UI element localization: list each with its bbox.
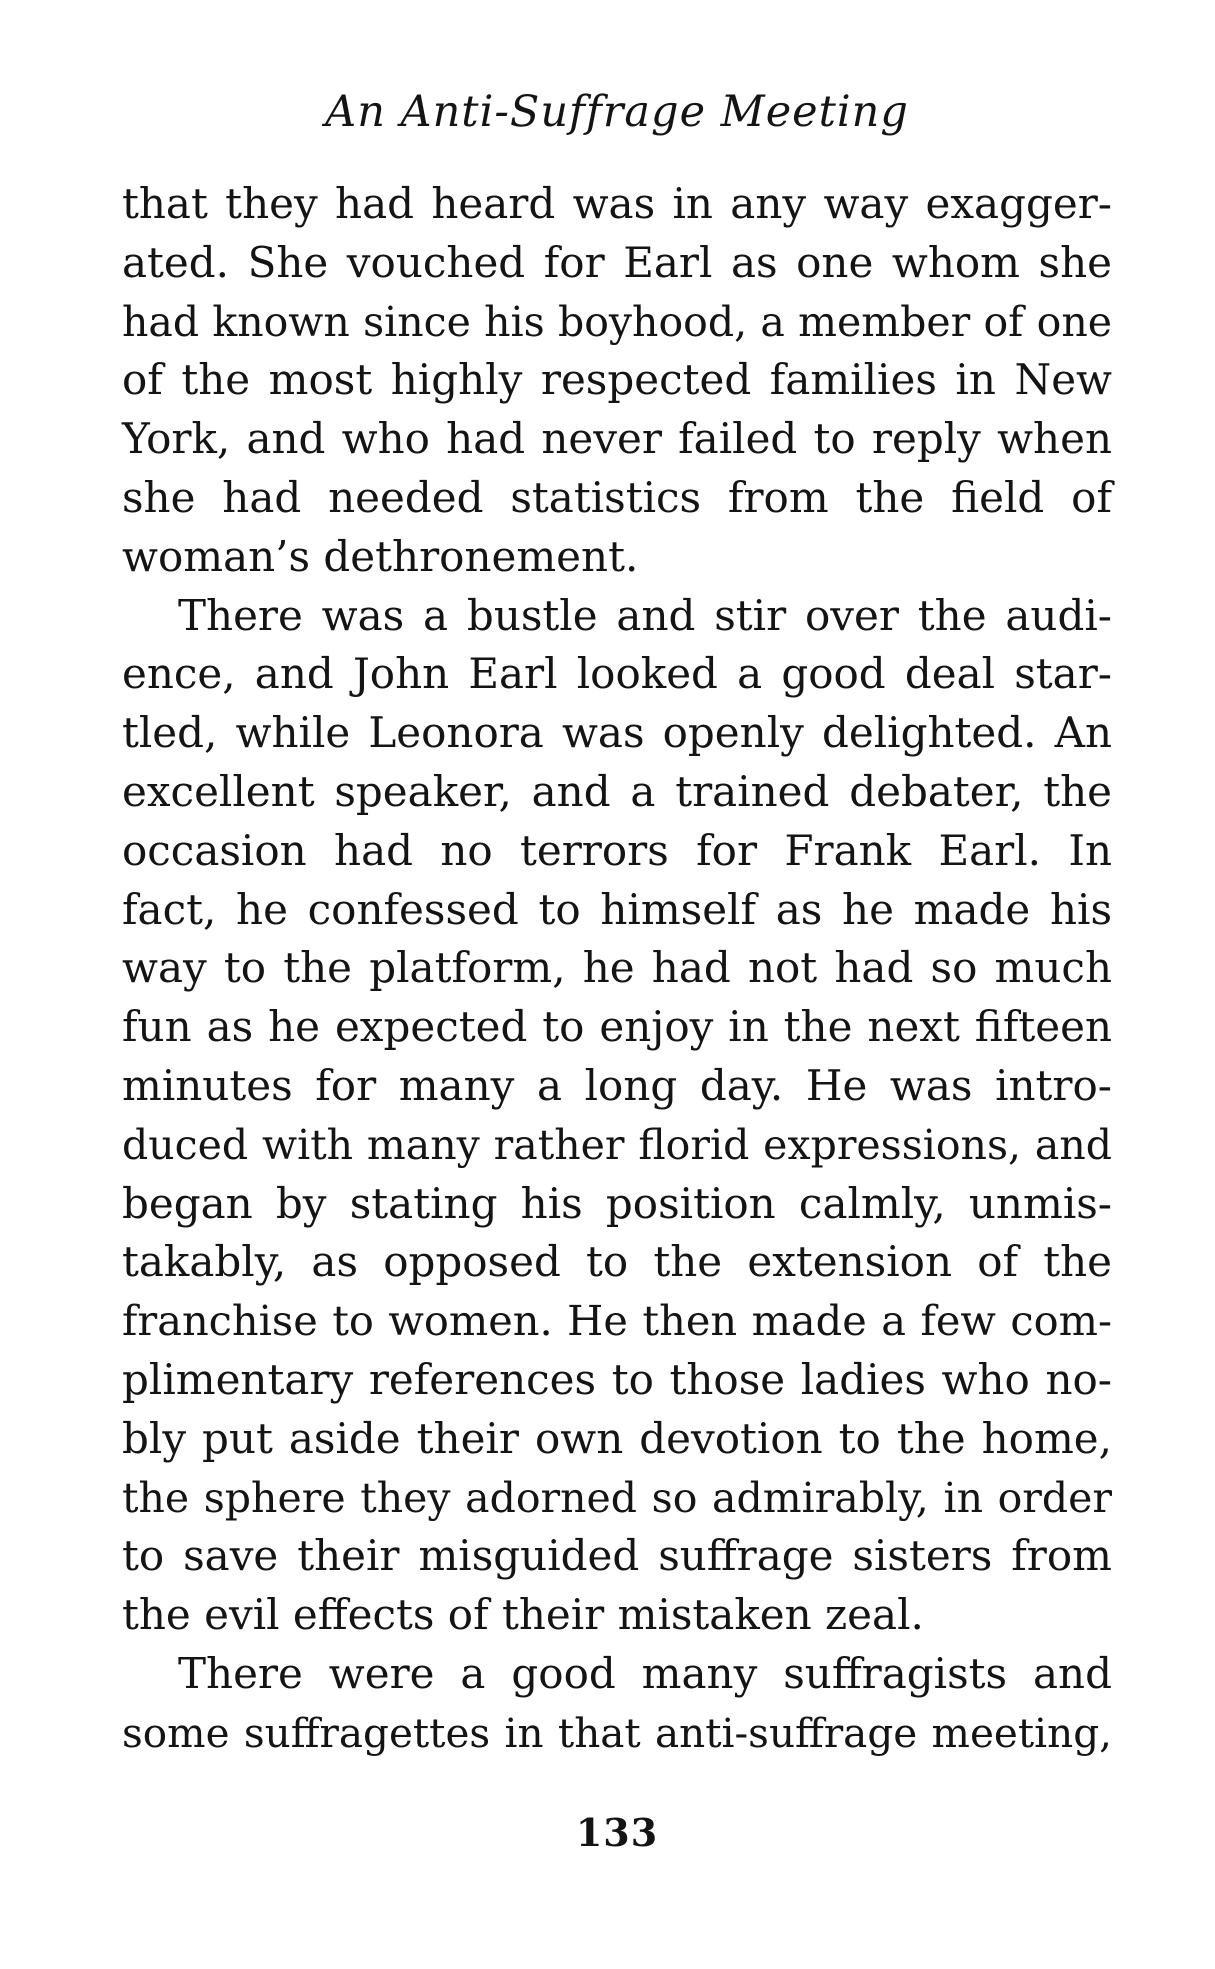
- text-line: duced with many rather florid expressions, and: [122, 1120, 1112, 1169]
- text-line: the evil effects of their mistaken zeal.: [122, 1590, 924, 1640]
- text-line: the sphere they adorned so admirably, in order: [122, 1473, 1112, 1522]
- text-line: had known since his boyhood, a member of one: [122, 297, 1112, 346]
- text-line: began by stating his position calmly, unmis-: [122, 1178, 1112, 1228]
- text-line: ence, and John Earl looked a good deal star-: [122, 649, 1112, 699]
- page-number: 133: [575, 1810, 659, 1855]
- text-line: some suffragettes in that anti-suffrage meeting,: [122, 1708, 1112, 1757]
- text-line: minutes for many a long day. He was intro-: [122, 1060, 1112, 1110]
- text-line: fun as he expected to enjoy in the next fifteen: [122, 1002, 1112, 1052]
- body-text: [122, 175, 1112, 1763]
- text-line: York, and who had never failed to reply when: [122, 414, 1112, 464]
- running-head: An Anti-Suffrage Meeting: [325, 87, 909, 137]
- text-line: There was a bustle and stir over the audi-: [178, 590, 1112, 640]
- text-line: takably, as opposed to the extension of the: [122, 1237, 1112, 1287]
- text-line: woman’s dethronement.: [122, 531, 639, 581]
- text-line: of the most highly respected families in New: [122, 355, 1112, 405]
- text-line: franchise to women. He then made a few com-: [122, 1296, 1112, 1346]
- text-line: to save their misguided suffrage sisters from: [122, 1531, 1112, 1581]
- text-line: excellent speaker, and a trained debater, the: [122, 766, 1112, 816]
- text-line: ated. She vouched for Earl as one whom she: [122, 237, 1112, 287]
- text-line: There were a good many suffragists and: [178, 1648, 1112, 1698]
- text-line: occasion had no terrors for Frank Earl. In: [122, 825, 1112, 875]
- text-line: plimentary references to those ladies who no-: [122, 1354, 1112, 1404]
- text-line: she had needed statistics from the field of: [122, 472, 1112, 522]
- text-line: bly put aside their own devotion to the home,: [122, 1413, 1112, 1463]
- text-line: that they had heard was in any way exagger-: [122, 179, 1112, 228]
- text-line: way to the platform, he had not had so much: [122, 943, 1112, 993]
- text-line: tled, while Leonora was openly delighted. An: [122, 708, 1112, 758]
- text-line: fact, he confessed to himself as he made his: [122, 884, 1112, 934]
